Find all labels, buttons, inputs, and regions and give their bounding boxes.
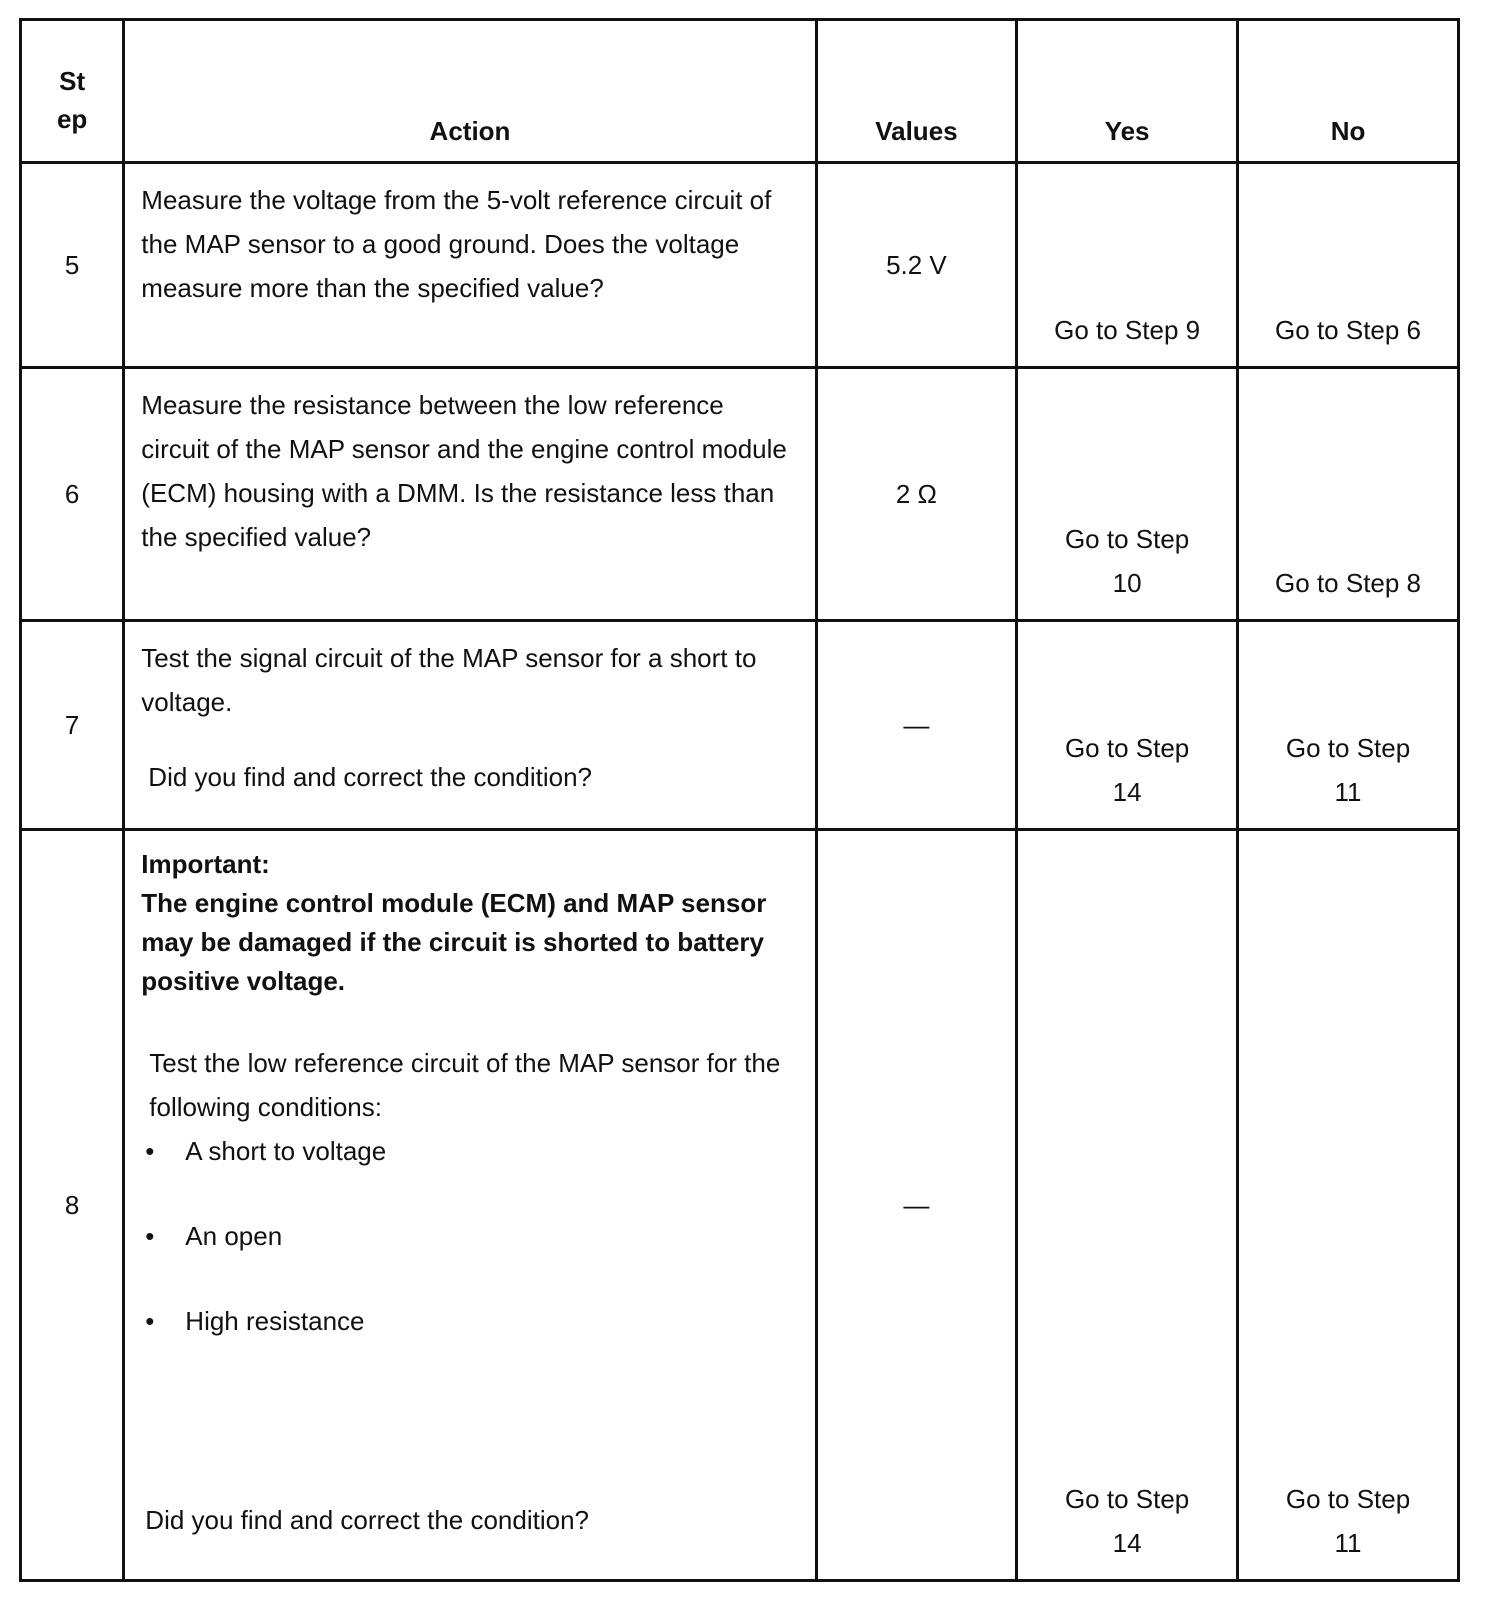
header-row <box>21 20 1459 163</box>
table-row <box>21 368 1459 621</box>
no-link-step[interactable]: 11 <box>1334 777 1362 807</box>
yes-link[interactable]: Go to Step <box>1064 524 1190 554</box>
value-cell: — <box>816 830 1016 1581</box>
action-text: Test the signal circuit of the MAP sensor for a short to voltage. <box>141 643 757 717</box>
no-cell <box>1238 163 1459 368</box>
no-link[interactable]: Go to Step <box>1285 733 1411 763</box>
value-cell: 5.2 V <box>816 163 1016 368</box>
no-link[interactable]: Go to Step 6 <box>1275 315 1422 345</box>
value-cell: 2 Ω <box>816 368 1016 621</box>
bullet-icon: • <box>145 1136 155 1166</box>
header-yes: Yes <box>1017 20 1238 163</box>
step-number: 5 <box>21 163 124 368</box>
bullet-icon: • <box>145 1221 155 1251</box>
action-cell <box>124 621 816 830</box>
action-text: Test the low reference circuit of the MAP sensor for the following conditions: <box>149 1048 781 1122</box>
yes-cell <box>1017 163 1238 368</box>
yes-cell <box>1017 368 1238 621</box>
action-question: Did you find and correct the condition? <box>148 762 593 792</box>
yes-cell <box>1017 621 1238 830</box>
list-item: • An open <box>141 1214 796 1299</box>
no-link[interactable]: Go to Step <box>1285 1484 1411 1514</box>
list-item: • High resistance <box>141 1299 796 1384</box>
action-cell <box>124 830 816 1581</box>
no-cell <box>1238 830 1459 1581</box>
diagnostic-table <box>19 18 1460 1582</box>
yes-cell <box>1017 830 1238 1581</box>
yes-link-step[interactable]: 14 <box>1112 777 1142 807</box>
header-action: Action <box>124 20 816 163</box>
important-label: Important: <box>141 849 270 879</box>
step-number: 7 <box>21 621 124 830</box>
step-number: 6 <box>21 368 124 621</box>
list-item: • A short to voltage <box>141 1129 796 1214</box>
no-link-step[interactable]: 11 <box>1334 1528 1362 1558</box>
yes-link[interactable]: Go to Step <box>1064 1484 1190 1514</box>
step-number: 8 <box>21 830 124 1581</box>
table-row <box>21 830 1459 1581</box>
condition-list <box>141 1129 796 1384</box>
no-cell <box>1238 368 1459 621</box>
no-link[interactable]: Go to Step 8 <box>1275 568 1422 598</box>
value-cell: — <box>816 621 1016 830</box>
yes-link-step[interactable]: 10 <box>1112 568 1142 598</box>
yes-link[interactable]: Go to Step <box>1064 733 1190 763</box>
yes-link[interactable]: Go to Step 9 <box>1054 315 1201 345</box>
table-row <box>21 621 1459 830</box>
bullet-icon: • <box>145 1306 155 1336</box>
action-text: Measure the voltage from the 5-volt reference circuit of the MAP sensor to a good ground. Does the voltage measure more than the specified value? <box>124 163 816 368</box>
header-no: No <box>1238 20 1459 163</box>
header-values: Values <box>816 20 1016 163</box>
no-cell <box>1238 621 1459 830</box>
important-text: The engine control module (ECM) and MAP sensor may be damaged if the circuit is shorted to battery positive voltage. <box>141 888 767 996</box>
header-step: St ep <box>21 20 124 163</box>
table-row <box>21 163 1459 368</box>
action-question: Did you find and correct the condition? <box>145 1505 590 1535</box>
yes-link-step[interactable]: 14 <box>1112 1528 1142 1558</box>
action-text: Measure the resistance between the low reference circuit of the MAP sensor and the engine control module (ECM) housing with a DMM. Is the resistance less than the specified value? <box>124 368 816 621</box>
